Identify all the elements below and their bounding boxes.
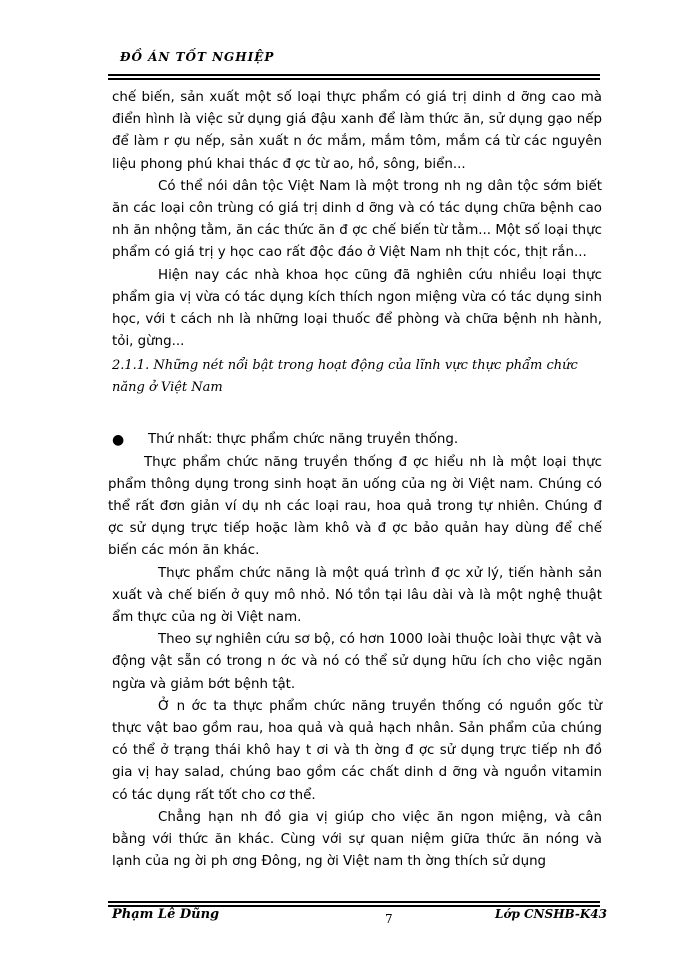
paragraph: chế biến, sản xuất một số loại thực phẩm có giá trị dinh d ỡng cao mà điển hình là việc sử dụng giá đậu xanh để làm thức ăn, sử dụng gạo nếp để làm r ợu nếp, sản xuất n ớc mắm, mắm tôm, mắm cá từ các nguyên liệu phong phú khai thác đ ợc từ ao, hồ, sông, biển... <box>112 90 602 172</box>
paragraph: Hiện nay các nhà khoa học cũng đã nghiên cứu nhiều loại thực phẩm gia vị vừa có tác dụng kích thích ngon miệng vừa có tác dụng sinh học, với t cách nh là những loại thuốc để phòng và chữa bệnh nh hành, tỏi, gừng... <box>112 267 602 350</box>
section-heading: 2.1.1. Những nét nổi bật trong hoạt động của lĩnh vực thực phẩm chức năng ở Việt Nam <box>112 358 578 396</box>
paragraph: Chẳng hạn nh đồ gia vị giúp cho việc ăn ngon miệng, và cân bằng với thức ăn khác. Cùng với sự quan niệm giữa thức ăn nóng và lạnh của ng ời ph ơng Đông, ng ời Việt nam th ờng thích sử dụng <box>112 809 602 870</box>
footer-rule <box>108 901 600 903</box>
paragraph: Có thể nói dân tộc Việt Nam là một trong nh ng dân tộc sớm biết ăn các loại côn trùng có giá trị dinh d ỡng và có tác dụng chữa bệnh cao nh ăn nhộng tằm, ăn các thức ăn đ ợc chế biến từ tằm... Một số loại thực phẩm có giá trị y học cao rất độc đáo ở Việt Nam nh thịt cóc, thịt rắn... <box>112 178 602 261</box>
header-rule <box>108 78 600 80</box>
paragraph: Theo sự nghiên cứu sơ bộ, có hơn 1000 loài thuộc loài thực vật và động vật sẵn có trong n ớc và nó có thể sử dụng hữu ích cho việc ngăn ngừa và giảm bớt bệnh tật. <box>112 632 602 692</box>
bullet-item <box>112 429 602 451</box>
paragraph: Thực phẩm chức năng truyền thống đ ợc hiểu nh là một loại thực phẩm thông dụng trong sinh hoạt ăn uống của ng ời Việt nam. Chúng có thể rất đơn giản ví dụ nh các loại rau, hoa quả trong tự nhiên. Chúng đ ợc sử dụng trực tiếp hoặc làm khô và đ ợc bảo quản hay dùng để chế biến các món ăn khác. <box>108 454 602 559</box>
footer-class: Lớp CNSHB-K43 <box>495 907 608 921</box>
paragraph: Thực phẩm chức năng là một quá trình đ ợc xử lý, tiến hành sản xuất và chế biến ở quy mô nhỏ. Nó tồn tại lâu dài và là một nghệ thuật ẩm thực của ng ời Việt nam. <box>112 565 602 626</box>
bullet-icon: ● <box>112 432 125 449</box>
paragraph: Ở n ớc ta thực phẩm chức năng truyền thống có nguồn gốc từ thực vật bao gồm rau, hoa quả và quả hạch nhân. Sản phẩm của chúng có thể ở trạng thái khô hay t ơi và th ờng đ ợc sử dụng trực tiếp nh đồ gia vị hay salad, chúng bao gồm các chất dinh d ỡng và nguồn vitamin có tác dụng rất tốt cho cơ thể. <box>112 698 602 803</box>
footer-author: Phạm Lê Dũng <box>112 907 220 922</box>
header-rule <box>108 74 600 76</box>
header-title: ĐỒ ÁN TỐT NGHIỆP <box>120 50 275 64</box>
bullet-text: Thứ nhất: thực phẩm chức năng truyền thống. <box>148 432 459 448</box>
body-text <box>108 87 602 874</box>
page-number: 7 <box>385 912 393 926</box>
